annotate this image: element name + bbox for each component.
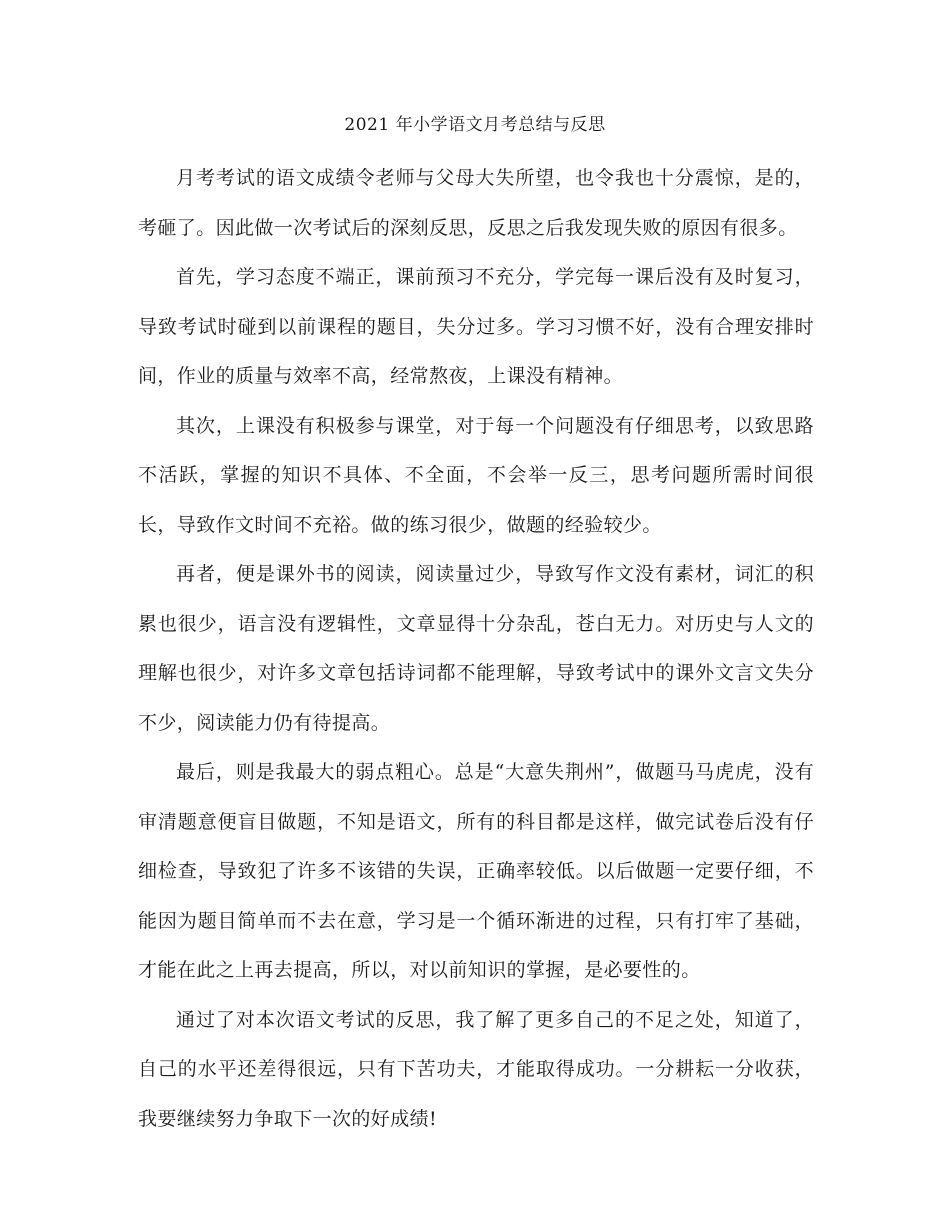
document-title: 2021 年小学语文月考总结与反思 — [344, 115, 606, 135]
paragraph-6: 通过了对本次语文考试的反思，我了解了更多自己的不足之处，知道了，自己的水平还差得很远，只有下苦功夫，才能取得成功。一分耕耘一分收获，我要继续努力争取下一次的好成绩! — [138, 1008, 814, 1130]
paragraph-4: 再者，便是课外书的阅读，阅读量过少，导致写作文没有素材，词汇的积累也很少，语言没有逻辑性，文章显得十分杂乱，苍白无力。对历史与人文的理解也很少，对许多文章包括诗词都不能理解，导致考试中的课外文言文失分不少，阅读能力仍有待提高。 — [138, 563, 814, 734]
paragraph-2: 首先，学习态度不端正，课前预习不充分，学完每一课后没有及时复习，导致考试时碰到以前课程的题目，失分过多。学习习惯不好，没有合理安排时间，作业的质量与效率不高，经常熬夜，上课没有精神。 — [138, 266, 814, 387]
paragraph-5: 最后，则是我最大的弱点粗心。总是“大意失荆州”，做题马马虎虎，没有审清题意便盲目做题，不知是语文，所有的科目都是这样，做完试卷后没有仔细检查，导致犯了许多不该错的失误，正确率较低。以后做题一定要仔细，不能因为题目简单而不去在意，学习是一个循环渐进的过程，只有打牢了基础，才能在此之上再去提高，所以，对以前知识的掌握，是必要性的。 — [138, 761, 814, 981]
document-body — [138, 154, 814, 1144]
paragraph-3: 其次，上课没有积极参与课堂，对于每一个问题没有仔细思考，以致思路不活跃，掌握的知识不具体、不全面，不会举一反三，思考问题所需时间很长，导致作文时间不充裕。做的练习很少，做题的经验较少。 — [138, 414, 814, 536]
paragraph-1: 月考考试的语文成绩令老师与父母大失所望，也令我也十分震惊，是的，考砸了。因此做一次考试后的深刻反思，反思之后我发现失败的原因有很多。 — [138, 167, 814, 239]
